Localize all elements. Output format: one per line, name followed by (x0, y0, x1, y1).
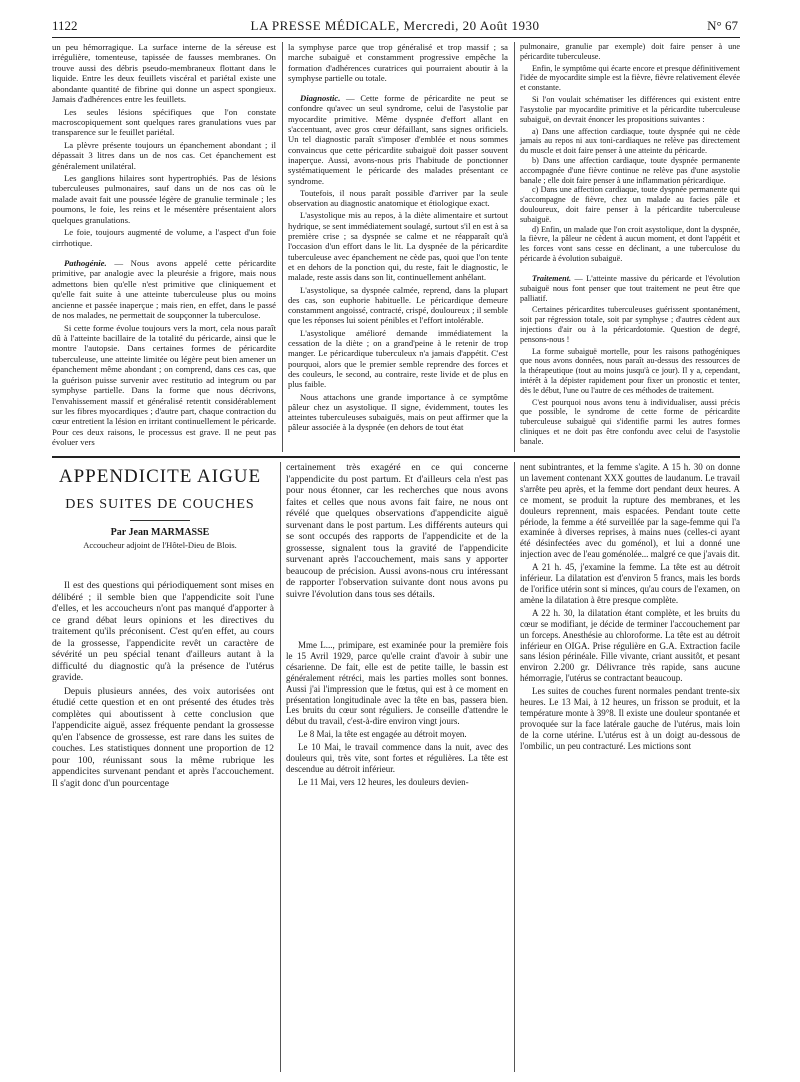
list-item: b) Dans une affection cardiaque, toute dyspnée permanente accompagnée d'une fièvre continue ne relève pas d'une asystolie banale ; elle doit faire penser à une inflammation péricardique. (520, 155, 740, 185)
column-divider (514, 42, 515, 452)
paragraph: L'asystolique mis au repos, à la diète alimentaire et surtout hydrique, se sent immédiatement soulagé, surtout s'il en est à sa première crise ; sa dyspnée se calme et ne réapparaît qu'à l'occasion d'un effort dans le lit. La dyspnée de la péricardite tuberculeuse avec épanchement ne cède pas, quoi que l'on tente et en dehors de la ponction qui, du reste, fait le diagnostic, le malade, reste assis dans son lit, continuellement anhélant. (288, 210, 508, 283)
running-header (52, 18, 738, 34)
section-heading: Diagnostic. (300, 93, 341, 104)
journal-title: LA PRESSE MÉDICALE, Mercredi, 20 Août 1930 (250, 18, 540, 33)
column-divider (282, 42, 283, 452)
column-divider (280, 462, 281, 1072)
paragraph: pulmonaire, granulie par exemple) doit faire penser à une péricardite tuberculeuse. (520, 42, 740, 61)
paragraph: la symphyse parce que trop généralisé et trop massif ; sa marche subaiguë et constamment progressive empêche la formation d'adhérences curatrices qui pourraient aboutir à la symphyse partielle ou totale. (288, 42, 508, 83)
paragraph: Le 10 Mai, le travail commence dans la nuit, avec des douleurs qui, très vite, sont fortes et régulières. La tête est descendue au détroit inférieur. (286, 742, 508, 774)
author-affiliation: Accoucheur adjoint de l'Hôtel-Dieu de Blois. (83, 540, 237, 550)
paragraph: Depuis plusieurs années, des voix autorisées ont étudié cette question et en ont présenté des études très complètes qui aboutissent à cette conclusion que l'appendicite aiguë, assez fréquente pendant la grossesse qu'en l'absence de grossesse, est rare dans les suites de couches. Les statistiques donnent une proportion de 12 pour 100, réunissant sous la même rubrique les appendicites survenant pendant et après l'accouchement. Il s'agit donc d'un pourcentage (52, 685, 274, 789)
paragraph: A 21 h. 45, j'examine la femme. La tête est au détroit inférieur. La dilatation est d'environ 5 francs, mais les bords de l'orifice utérin sont si minces, qu'au cours de l'examen, on amène la dilatation à être presque complète. (520, 562, 740, 605)
paragraph: La forme subaiguë mortelle, pour les raisons pathogéniques que nous avons données, nous paraît au-dessus des ressources de la thérapeutique (tout au moins jusqu'à ce jour). Il y a, cependant, intérêt à la dépister rapidement pour fixer un pronostic et tenter, dès le début, l'une ou l'autre de ces méthodes de traitement. (520, 346, 740, 395)
bottom-column-3 (520, 462, 740, 754)
paragraph: Le foie, toujours augmenté de volume, a l'aspect d'un foie cirrhotique. (52, 227, 276, 248)
paragraph: Les seules lésions spécifiques que l'on constate macroscopiquement sont quelques rares granulations vues par transparence sur le feuillet pariétal. (52, 106, 276, 138)
paragraph: Nous attachons une grande importance à ce symptôme pâleur chez un asystolique. Il signe, évidemment, toutes les atteintes tuberculeuses subaiguës, mais on peut affirmer que la pâleur associée à la dyspnée (en dehors de tout état (288, 391, 508, 433)
paragraph: un peu hémorragique. La surface interne de la séreuse est irrégulière, tomenteuse, tapissée de fausses membranes. On trouve aussi des débris pseudo-membraneux flottant dans le liquide. Entre les deux feuillets viscéral et pariétal existe une abondante quantité de fibrine qui donne un aspect spongieux. Jamais d'adhérences entre les feuillets. (52, 42, 276, 105)
propositions-list (520, 127, 740, 264)
section-pathogenie (52, 258, 276, 321)
section-heading: Pathogénie. (64, 258, 107, 269)
article-title-block (52, 465, 268, 550)
issue-number: N° 67 (707, 18, 738, 33)
section-lead: — Nous avons appelé cette péricardite primitive, par analogie avec la pleurésie a frigore, mais nous admettons bien qu'elle n'est primitive que cliniquement et qu'elle fait suite à une atteinte tuberculeuse plus ou moins ancienne et passée inaperçue ; mais rien, en effet, dans le passé de nos malades, ne permettait de soupçonner la tuberculose. (52, 258, 276, 321)
paragraph: Certaines péricardites tuberculeuses guérissent spontanément, soit par régression totale, soit par symphyse ; d'autres cèdent aux injections d'air ou à la péricardotomie. Question de degré, pensons-nous ! (520, 305, 740, 344)
section-heading: Traitement. (532, 273, 572, 283)
paragraph: Le 11 Mai, vers 12 heures, les douleurs devien- (298, 776, 469, 787)
paragraph: Si l'on voulait schématiser les différences qui existent entre l'asystolie par myocardite primitive et la péricardite tuberculeuse subaiguë, on devrait énoncer les propositions suivantes : (520, 95, 740, 124)
bottom-column-1 (52, 580, 274, 791)
paragraph: Enfin, le symptôme qui écarte encore et presque définitivement l'idée de myocardite simple est la fièvre, fièvre relativement élevée et constante. (520, 63, 740, 93)
paragraph: A 22 h. 30, la dilatation étant complète, et les bruits du cœur se modifiant, je décide de terminer l'accouchement par un forceps. Anesthésie au chloroforme. La tête est au détroit inférieur en OIGA. Prise régulière en G.A. Extraction facile sans lésion périnéale. Fille vivante, criant aussitôt, et pesant environ 2.200 gr. Délivrance très rapide, sans aucune hémorragie, l'utérus se contractant beaucoup. (520, 607, 740, 684)
article-subtitle: DES SUITES DE COUCHES (65, 497, 255, 512)
bottom-column-2 (286, 462, 508, 602)
section-lead: — L'atteinte massive du péricarde et l'évolution subaiguë nous font penser que tout traitement ne peut être que palliatif. (520, 273, 740, 303)
section-rule (52, 456, 740, 458)
paragraph: C'est pourquoi nous avons tenu à individualiser, aussi précis que possible, le syndrome de cette forme de péricardite tuberculeuse subaiguë qui s'identifie parmi les autres formes cliniques et ne doit pas être confondu avec celui de l'asystolie banale. (520, 397, 740, 446)
section-traitement (520, 274, 740, 303)
paragraph: nent subintrantes, et la femme s'agite. A 15 h. 30 on donne un lavement contenant XXX gouttes de laudanum. Le travail s'arrête peu après, et la femme dort pendant deux heures. A ce moment, se produit la rupture des membranes, et les douleurs reprennent, mais espacées. Pendant toute cette période, la femme a été surveillée par la sage-femme qui l'a examinée à diverses reprises, à mains nues (celles-ci ayant été désinfectées avec du goménol), et lui a donné une injection avec de l'eau goménolée... malgré ce que j'avais dit. (520, 462, 740, 560)
top-column-3 (520, 42, 740, 449)
page-number: 1122 (52, 18, 78, 33)
list-item: c) Dans une affection cardiaque, toute dyspnée permanente qui s'accompagne de fièvre, chez un malade au facies pâle et douloureux, doit faire penser à la péricardite tuberculeuse subaiguë. (520, 185, 740, 224)
paragraph: Toutefois, il nous paraît possible d'arriver par la seule observation au diagnostic anatomique et étiologique exact. (288, 187, 508, 209)
list-item: a) Dans une affection cardiaque, toute dyspnée qui ne cède jamais au repos ni aux toni-cardiaques ne relève pas directement du muscle et doit faire penser à une atteinte du péricarde. (520, 126, 740, 156)
column-divider (514, 462, 515, 1072)
paragraph: La plèvre présente toujours un épanchement abondant ; il dépassait 3 litres dans un de nos cas. Cet épanchement est généralement unilatéral. (52, 139, 276, 171)
paragraph: Il est des questions qui périodiquement sont mises en délibéré ; il semble bien que l'appendicite soit l'une d'elles, et les accoucheurs n'ont pas manqué d'apporter à ce grand débat leurs opinions et les directives du traitement qu'ils préconisent. C'est qu'en effet, au cours de la grossesse, l'appendicite revêt un caractère de sévérité un peu spécial tenant d'ailleurs autant à la difficulté du diagnostic qu'à la présence de l'utérus gravide. (52, 580, 274, 683)
header-rule (52, 37, 740, 38)
paragraph: Mme L..., primipare, est examinée pour la première fois le 15 Avril 1929, parce qu'elle craint d'avoir à subir une césarienne. De fait, elle est de petite taille, le bassin est généralement rétréci, mais les parties molles sont bonnes. Aussi j'ai l'impression que le fœtus, qui est à ce moment en présentation longitudinale avec la tête en bas, passera bien. Les bruits du cœur sont réguliers. Je conseille d'attendre le début du travail, c'est-à-dire environ vingt jours. (286, 640, 508, 727)
top-column-1 (52, 42, 276, 450)
top-column-2 (288, 42, 508, 435)
article-title: APPENDICITE AIGUE (58, 466, 262, 487)
title-separator (130, 520, 190, 521)
paragraph: Le 8 Mai, la tête est engagée au détroit moyen. (298, 729, 467, 740)
section-diagnostic (288, 93, 508, 186)
paragraph: Si cette forme évolue toujours vers la mort, cela nous paraît dû à l'atteinte bacillaire de la totalité du péricarde, ainsi que le montre l'autopsie. Dans certaines formes de péricardite tuberculeuse, une atteinte limitée ou légère peut bien amener un épanchement même abondant ; on comprend, dans ces cas, que la guérison puisse survenir avec restitutio ad integrum ou par symphyse partielle. Dans la forme que nous décrivons, l'envahissement massif et généralisé retentit considérablement sur les fibres myocardiques ; d'autre part, chaque contraction du cœur entretient la lésion en irritant continuellement le péricarde. Pour ces deux raisons, le processus est grave. Il ne peut pas évoluer vers (52, 322, 276, 448)
paragraph: L'asystolique, sa dyspnée calmée, reprend, dans la plupart des cas, son euphorie habituelle. Le péricardique demeure constamment angoissé, contracté, crispé, douloureux ; il semble que les réponses lui soient pénibles et l'effort intolérable. (288, 284, 508, 326)
paragraph: certainement très exagéré en ce qui concerne l'appendicite du post partum. Et d'ailleurs cela n'est pas pour nous étonner, car les recherches que nous avons faites et celles que nous avons fait faire, ne nous ont révélé que quelques observations d'appendicite aiguë survenant dans le post partum. Les différents auteurs qui se sont occupés des rapports de l'appendicite et de la grossesse, signalent tous la gravité de l'appendicite survenant après l'accouchement, mais sans y apporter beaucoup de précision. Aussi avons-nous cru intéressant de rapporter l'observation suivante dont nous avons pu suivre l'évolution dans tous ses détails. (286, 462, 508, 600)
paragraph: Les ganglions hilaires sont hypertrophiés. Pas de lésions tuberculeuses pulmonaires, sauf dans un de nos cas où le malade avait fait une poussée légère de granulie terminale ; les poumons, le foie, les reins et le mésentère présentaient alors quelques granulations. (52, 173, 276, 225)
list-item: d) Enfin, un malade que l'on croit asystolique, dont la dyspnée, la fièvre, la pâleur ne cèdent à aucun moment, et dont l'appétit et les forces vont sans cesse en déclinant, a une tuberculose du péricarde à évolution subaiguë. (520, 224, 740, 264)
article-author: Par Jean MARMASSE (110, 527, 210, 538)
paragraph: Les suites de couches furent normales pendant trente-six heures. Le 13 Mai, à 12 heures, un frisson se produit, et la température monte à 39°8. Il existe une douleur spontanée et provoquée sur la face latérale gauche de l'utérus, mais loin de la corne utérine. L'utérus est à un doigt au-dessous de l'ombilic, un peu contracturé. Les mictions sont (520, 686, 740, 751)
paragraph: L'asystolique amélioré demande immédiatement la cessation de la diète ; on a grand'peine à le retenir de trop manger. Le péricardique tuberculeux n'a jamais d'appétit. C'est pourquoi, alors que le premier semble reprendre des forces et des couleurs, le second, au contraire, reste livide et de plus en plus faible. (288, 327, 508, 390)
observation-block (286, 640, 508, 790)
section-lead: — Cette forme de péricardite ne peut se confondre qu'avec un seul syndrome, celui de l'asystolie par myocardite primitive. Même dyspnée d'effort allant en s'accentuant, avec gros cœur défaillant, sans signes orificiels. Un tel diagnostic paraît s'imposer d'emblée et nous sommes convaincus que cette péricardite subaiguë doit passer souvent inaperçue. Aussi, avons-nous pris l'habitude de ponctionner systématiquement le péricarde des malades présentant ce syndrome. (288, 93, 508, 186)
